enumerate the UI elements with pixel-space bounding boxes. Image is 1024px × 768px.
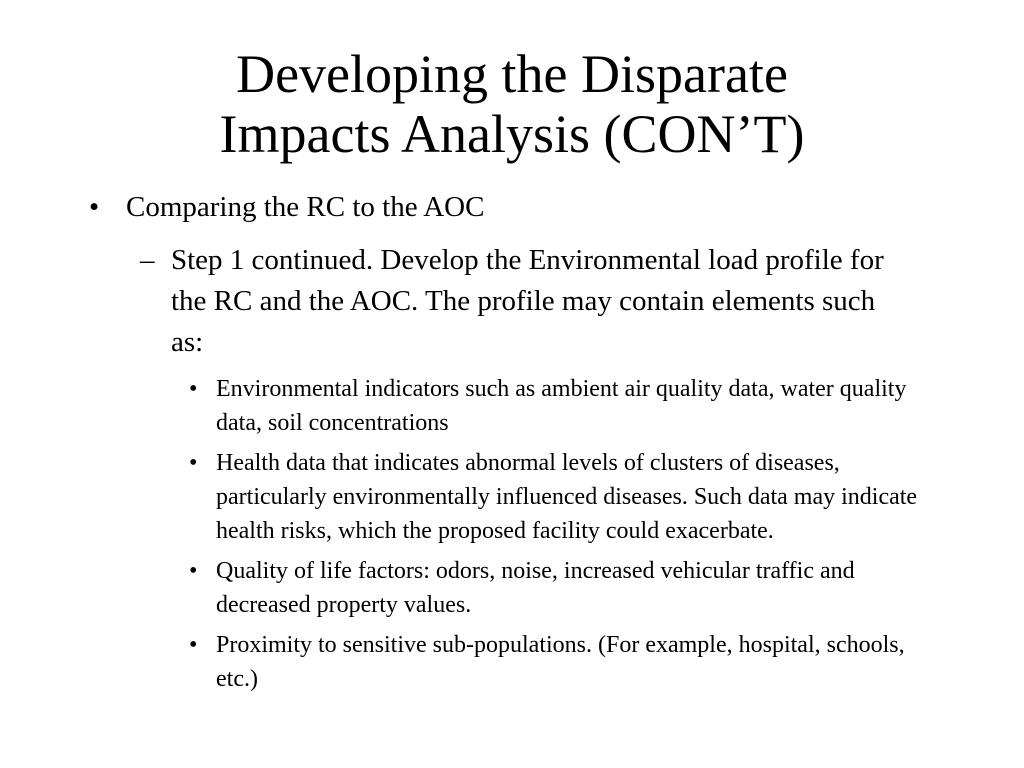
element-item-quality-of-life [189,554,936,622]
element-text: Health data that indicates abnormal levels of clusters of diseases, particularly environmentally influenced diseases. Such data may indicate health risks, which the proposed facility could exacerbate. [216,450,918,544]
dash-marker: – [140,244,155,276]
bullet-marker: • [189,558,198,584]
bullet-marker: • [89,191,100,223]
element-text: Environmental indicators such as ambient air quality data, water quality data, soil concentrations [216,376,907,436]
title-line-1: Developing the Disparate [236,44,788,104]
element-text: Quality of life factors: odors, noise, increased vehicular traffic and decreased property values. [216,558,855,618]
sub-bullet-step-1 [140,240,891,363]
bullet-marker: • [189,450,198,476]
bullet-marker: • [189,376,198,402]
element-list [0,372,1024,696]
slide-body [0,190,1024,702]
element-text: Proximity to sensitive sub-populations. (For example, hospital, schools, etc.) [216,632,905,692]
element-item-environmental [189,372,936,440]
bullet-text: Comparing the RC to the AOC [126,191,485,223]
bullet-marker: • [189,632,198,658]
bullet-comparing [89,190,1024,224]
element-item-proximity [189,628,936,696]
sub-bullet-text: Step 1 continued. Develop the Environmental load profile for the RC and the AOC. The profile may contain elements such as: [171,244,884,358]
element-item-health [189,446,936,548]
slide-title [0,44,1024,164]
title-line-2: Impacts Analysis (CON’T) [219,104,805,164]
